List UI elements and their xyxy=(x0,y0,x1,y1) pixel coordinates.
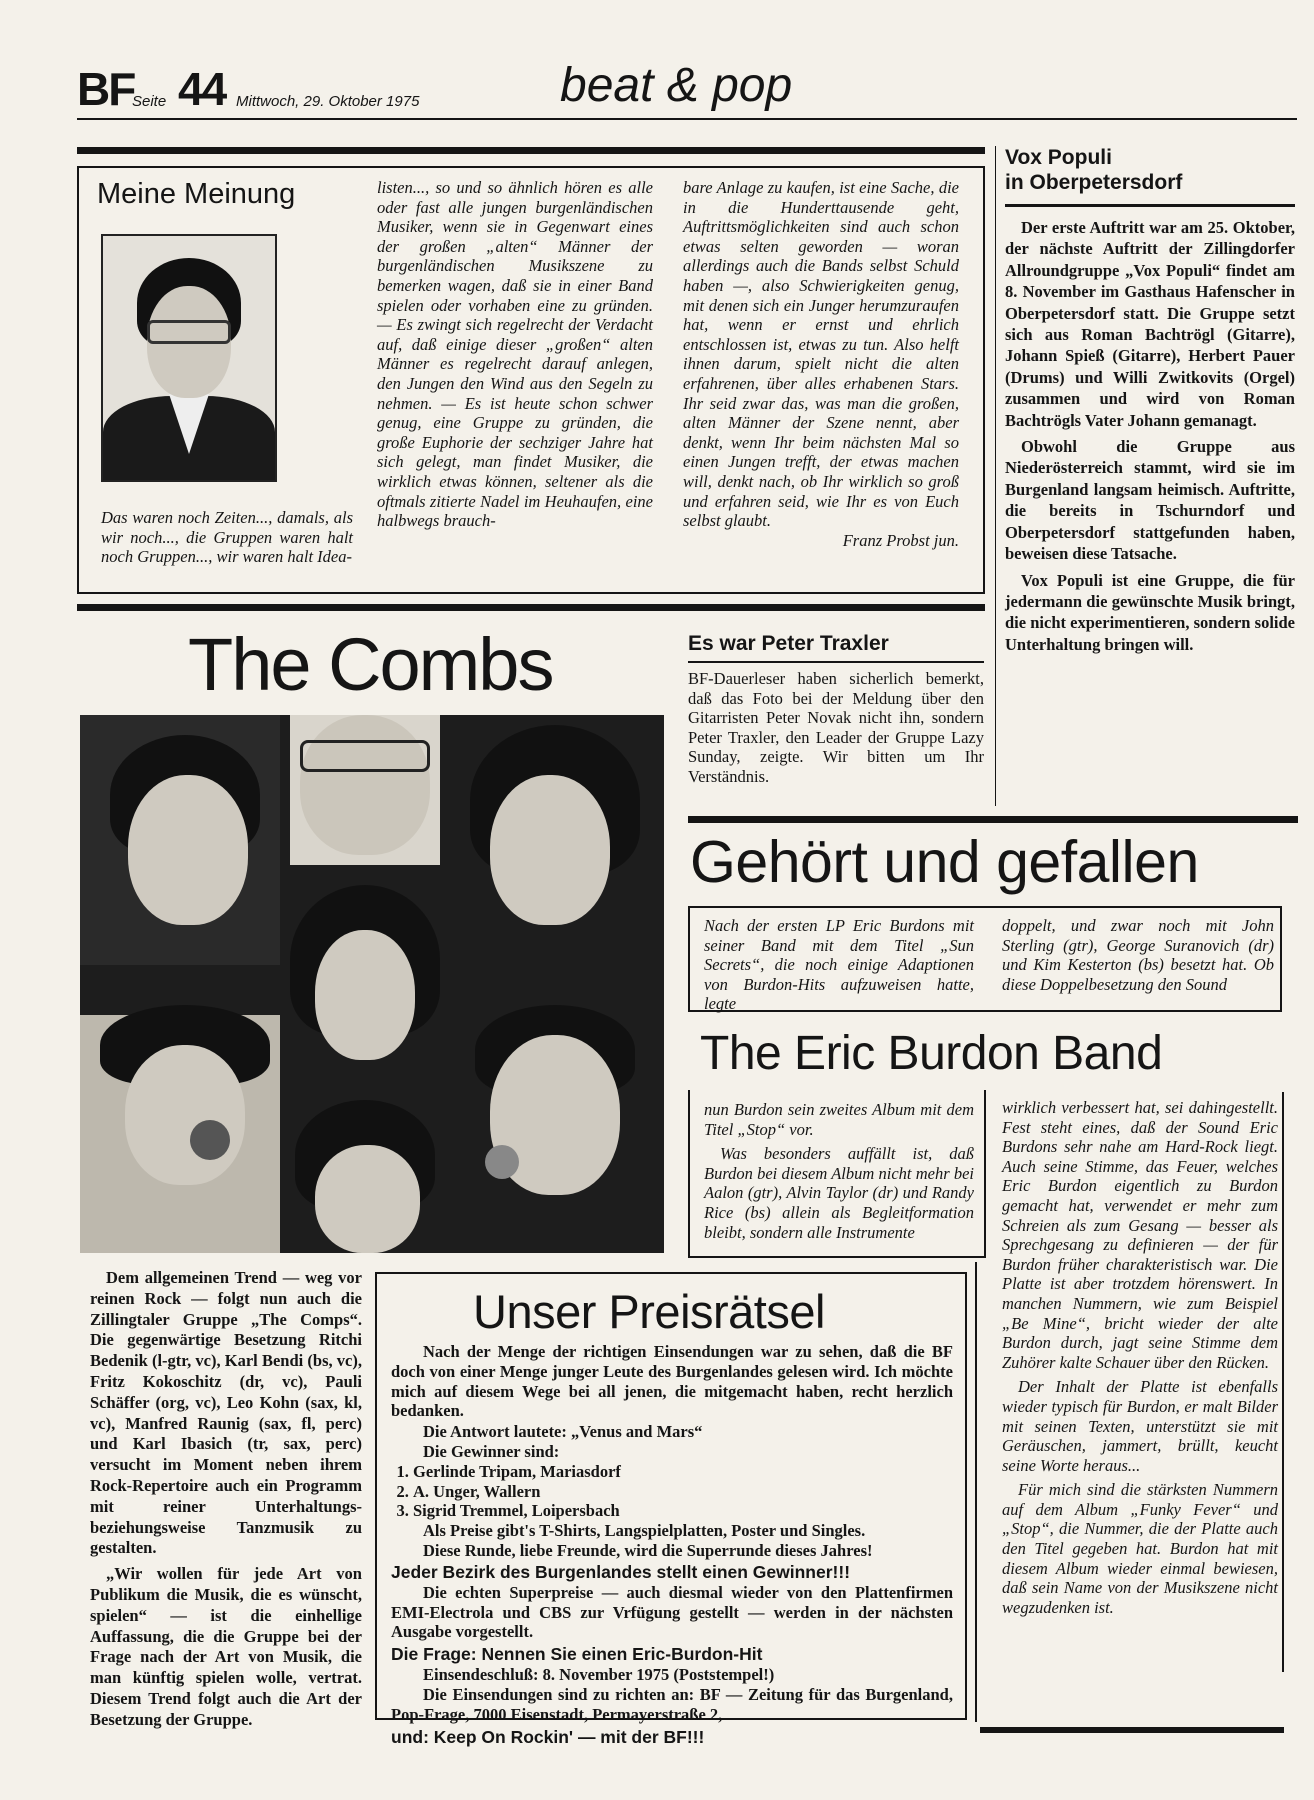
reviews-title: Gehört und gefallen xyxy=(690,829,1199,895)
vox-p2: Obwohl die Gruppe aus Niederösterreich stammt, wird sie im Burgenland langsam heimisch. Auftritte, die bereits in Tschurndorf und Oberpetersdorf stattgefunden haben, beweisen diese Tatsache. xyxy=(1005,437,1295,564)
microphone-shape xyxy=(190,1120,230,1160)
traxler-body: BF-Dauerleser haben sicherlich bemerkt, daß das Foto bei der Meldung über den Gitarristen Peter Novak nicht ihn, sondern Peter Traxler, den Leader der Gruppe Lazy Sunday, zeigte. Wir bitten um Ihr Verständnis. xyxy=(688,669,984,786)
traxler-title: Es war Peter Traxler xyxy=(688,632,889,655)
quiz-deadline: Einsendeschluß: 8. November 1975 (Poststempel!) xyxy=(423,1665,775,1685)
vox-p1: Der erste Auftritt war am 25. Oktober, der nächste Auftritt der Zillingdorfer Allroundgruppe „Vox Populi“ findet am 8. November im Gasthaus Hafenscher in Oberpetersdorf statt. Die Gruppe setzt sich aus Roman Bachtrögl (Gitarre), Johann Spieß (Gitarre), Herbert Pauer (Drums) und Willi Zwitkovits (Orgel) zusammen und wird von Roman Bachtrögls Vater Johann gemanagt. xyxy=(1005,218,1295,430)
quiz-answer: Die Antwort lautete: „Venus and Mars“ xyxy=(423,1422,703,1442)
face-shape xyxy=(300,715,430,855)
burdon-left-p2: Was besonders auffällt ist, daß Burdon bei diesem Album nicht mehr bei Aalon (gtr), Alvin Taylor (dr) und Randy Rice (bs) allein als Begleitformation bleibt, sondern alle Instrumente xyxy=(704,1144,974,1242)
quiz-closing: und: Keep On Rockin' — mit der BF!!! xyxy=(391,1726,705,1747)
winner-list xyxy=(391,1462,953,1521)
winner-item: 2. A. Unger, Wallern xyxy=(413,1482,953,1502)
column-rule xyxy=(995,146,996,806)
quiz-round: Diese Runde, liebe Freunde, wird die Superrunde dieses Jahres! xyxy=(423,1540,873,1560)
opinion-box xyxy=(77,166,985,594)
combs-body xyxy=(90,1268,362,1736)
burdon-right-col xyxy=(1002,1098,1278,1622)
header-rule xyxy=(77,118,1297,120)
column-rule xyxy=(1282,1092,1284,1672)
glasses-shape xyxy=(147,320,231,344)
quiz-body xyxy=(391,1342,953,1748)
burdon-intro-left: Nach der ersten LP Eric Burdons mit seiner Band mit dem Titel „Sun Secrets“, die noch einige Adaptionen von Burdon-Hits aufzuweisen hatte, legte xyxy=(704,916,974,1014)
burdon-right-p1: wirklich verbessert hat, sei dahingestellt. Fest steht eines, daß der Sound Eric Burdons sehr nahe am Hard-Rock liegt. Auch seine Stimme, das Feuer, welches Eric Burdon eigentlich zu Burdon gemacht hat, verwendet er mehr zum Schreien als zum Gesang — besser als Sprechgesang zu definieren — der für Burdon früher charakteristisch war. Die Platte ist aber trotzdem hörenswert. In manchen Nummern, wie zum Beispiel „Be Mine“, bricht wieder der alte Burdon durch, jagt seine Stimme dem Zuhörer kalte Schauer über den Rücken. xyxy=(1002,1098,1278,1372)
quiz-address: Die Einsendungen sind zu richten an: BF — Zeitung für das Burgenland, Pop-Frage, 7000 Eisenstadt, Permayerstraße 2, xyxy=(391,1684,953,1724)
quiz-question: Die Frage: Nennen Sie einen Eric-Burdon-Hit xyxy=(391,1644,763,1665)
microphone-shape xyxy=(485,1145,519,1179)
face-shape xyxy=(315,930,415,1060)
glasses-shape xyxy=(300,740,430,772)
quiz-box xyxy=(375,1272,967,1747)
column-rule xyxy=(975,1262,977,1722)
divider xyxy=(77,147,985,154)
author-photo xyxy=(101,234,277,482)
combs-title: The Combs xyxy=(188,623,553,706)
page-label: Seite xyxy=(132,93,167,110)
vox-article xyxy=(1005,146,1295,660)
burdon-intro-box xyxy=(688,906,1282,1012)
quiz-prizes: Als Preise gibt's T-Shirts, Langspielplatten, Poster und Singles. xyxy=(423,1521,866,1541)
opinion-col-2: listen..., so und so ähnlich hören es alle oder fast alle jungen burgenländischen Musiker, wenn sie in Gegenwart eines der großen „alten“ Männer der burgenländischen Musikszene zu bemerken wagen, daß sie in einer Band spielen oder vorhaben eine zu gründen. — Es zwingt sich regelrecht der Verdacht auf, daß einige dieser „großen“ alten Männer es regelrecht darauf anlegen, den Jungen den Wind aus den Segeln zu nehmen. — Es ist heute schon schwer genug, eine Gruppe zu gründen, die große Euphorie der sechziger Jahre hat sich gelegt, man findet Musiker, die wirklich etwas können, seltener als die oftmals zitierte Nadel im Heuhaufen, eine halbwegs brauch- xyxy=(377,178,653,531)
opinion-col-3 xyxy=(683,178,959,551)
section-title: beat & pop xyxy=(560,59,793,112)
face-shape xyxy=(315,1145,420,1253)
opinion-signature: Franz Probst jun. xyxy=(842,531,959,551)
face-shape xyxy=(490,775,610,925)
burdon-left-p1: nun Burdon sein zweites Album mit dem Titel „Stop“ vor. xyxy=(704,1100,974,1139)
quiz-winners-label: Die Gewinner sind: xyxy=(423,1441,560,1461)
quiz-intro: Nach der Menge der richtigen Einsendungen war zu sehen, daß die BF doch von einer Menge junger Leute des Burgenlandes gelesen wird. Ich möchte mich auf diesem Wege bei all jenen, die mitgemacht haben, recht herzlich bedanken. xyxy=(391,1342,953,1421)
vox-title-2: in Oberpetersdorf xyxy=(1005,171,1183,194)
face-shape xyxy=(125,1045,245,1185)
opinion-title: Meine Meinung xyxy=(97,178,296,210)
page-number: 44 xyxy=(178,63,226,115)
quiz-slogan: Jeder Bezirk des Burgenlandes stellt einen Gewinner!!! xyxy=(391,1561,851,1582)
divider xyxy=(688,816,1298,823)
opinion-col-3-text: bare Anlage zu kaufen, ist eine Sache, die in die Hunderttausende geht, Auftrittsmöglichkeiten sind auch schon etwas selten geworden — woran allerdings auch die Bands selbst Schuld haben —, also Schwierigkeiten genug, mit denen sich ein Junger herumzuraufen hat, wenn er ernst und ehrlich entschlossen ist, etwas zu tun. Also helft ihnen darum, spielt nicht die alten erfahrenen, über alles erhabenen Stars. Ihr seid zwar das, was man die großen, alten Männer der Szene nennt, aber denkt, wenn Ihr beim nächsten Mal so einen Jungen trefft, der etwas machen will, denkt nach, ob Ihr wirklich so groß und erfahren seid, wie Ihr es von Euch selbst glaubt. xyxy=(683,178,959,531)
combs-p1: Dem allgemeinen Trend — weg vor reinen Rock — folgt nun auch die Zillingtaler Gruppe „The Comps“. Die gegenwärtige Besetzung Ritchi Bedenik (l-gtr, vc), Karl Bendi (bs, vc), Fritz Kokoschitz (dr, vc), Pauli Schäffer (org, vc), Leo Kohn (sax, kl, vc), Manfred Raunig (sax, fl, perc) und Karl Ibasich (tr, sax, perc) versucht im Moment neben ihrem Rock-Repertoire auch ein Programm mit reiner Unterhaltungs- beziehungsweise Tanzmusik zu gestalten. xyxy=(90,1268,362,1558)
winner-item: 1. Gerlinde Tripam, Mariasdorf xyxy=(413,1462,953,1482)
logo: BF xyxy=(77,63,135,115)
vox-rule xyxy=(1005,204,1295,207)
traxler-rule xyxy=(688,661,984,663)
traxler-article xyxy=(688,630,984,786)
quiz-title: Unser Preisrätsel xyxy=(473,1285,825,1338)
face-shape xyxy=(128,775,248,925)
combs-photo xyxy=(80,715,664,1253)
burdon-intro-right: doppelt, und zwar noch mit John Sterling (gtr), George Suranovich (dr) und Kim Kesterton (bs) besetzt hat. Ob diese Doppelbesetzung den Sound xyxy=(1002,916,1274,994)
vox-p3: Vox Populi ist eine Gruppe, die für jedermann die gewünschte Musik bringt, die nicht experimentieren, sondern solide Unterhaltung bringen will. xyxy=(1005,570,1295,654)
combs-p2: „Wir wollen für jede Art von Publikum die Musik, die es wünscht, spielen“ — ist die einhellige Auffassung, die die Gruppe bei der Frage nach der Art von Musik, die man künftig spielen wolle, vertrat. Diesem Trend folgt auch die Art der Besetzung der Gruppe. xyxy=(90,1564,362,1729)
divider xyxy=(77,604,985,611)
burdon-right-p2: Der Inhalt der Platte ist ebenfalls wieder typisch für Burdon, er malt Bilder mit seinen Texten, unterstützt sie mit Geräuschen, jammert, brüllt, keucht seine Worte heraus... xyxy=(1002,1377,1278,1475)
footer-rule xyxy=(980,1727,1284,1733)
burdon-title: The Eric Burdon Band xyxy=(700,1027,1163,1080)
winner-item: 3. Sigrid Tremmel, Loipersbach xyxy=(413,1501,953,1521)
opinion-caption: Das waren noch Zeiten..., damals, als wir noch..., die Gruppen waren halt noch Gruppen..., wir waren halt Idea- xyxy=(101,508,353,567)
vox-title-1: Vox Populi xyxy=(1005,146,1112,169)
issue-date: Mittwoch, 29. Oktober 1975 xyxy=(236,93,420,110)
burdon-left-box xyxy=(688,1090,986,1258)
burdon-left-col xyxy=(704,1100,974,1247)
burdon-right-p3: Für mich sind die stärksten Nummern auf dem Album „Funky Fever“ und „Stop“, die Nummer, die der Platte auch den Titel gegeben hat. Burdon hat mit diesem Album wieder einmal bewiesen, daß sein Name von der Musikszene nicht wegzudenken ist. xyxy=(1002,1480,1278,1617)
quiz-sponsors: Die echten Superpreise — auch diesmal wieder von den Plattenfirmen EMI-Electrola und CBS zur Vrfügung gestellt — werden in der nächsten Ausgabe vorgestellt. xyxy=(391,1582,953,1642)
vox-body xyxy=(1005,217,1295,655)
